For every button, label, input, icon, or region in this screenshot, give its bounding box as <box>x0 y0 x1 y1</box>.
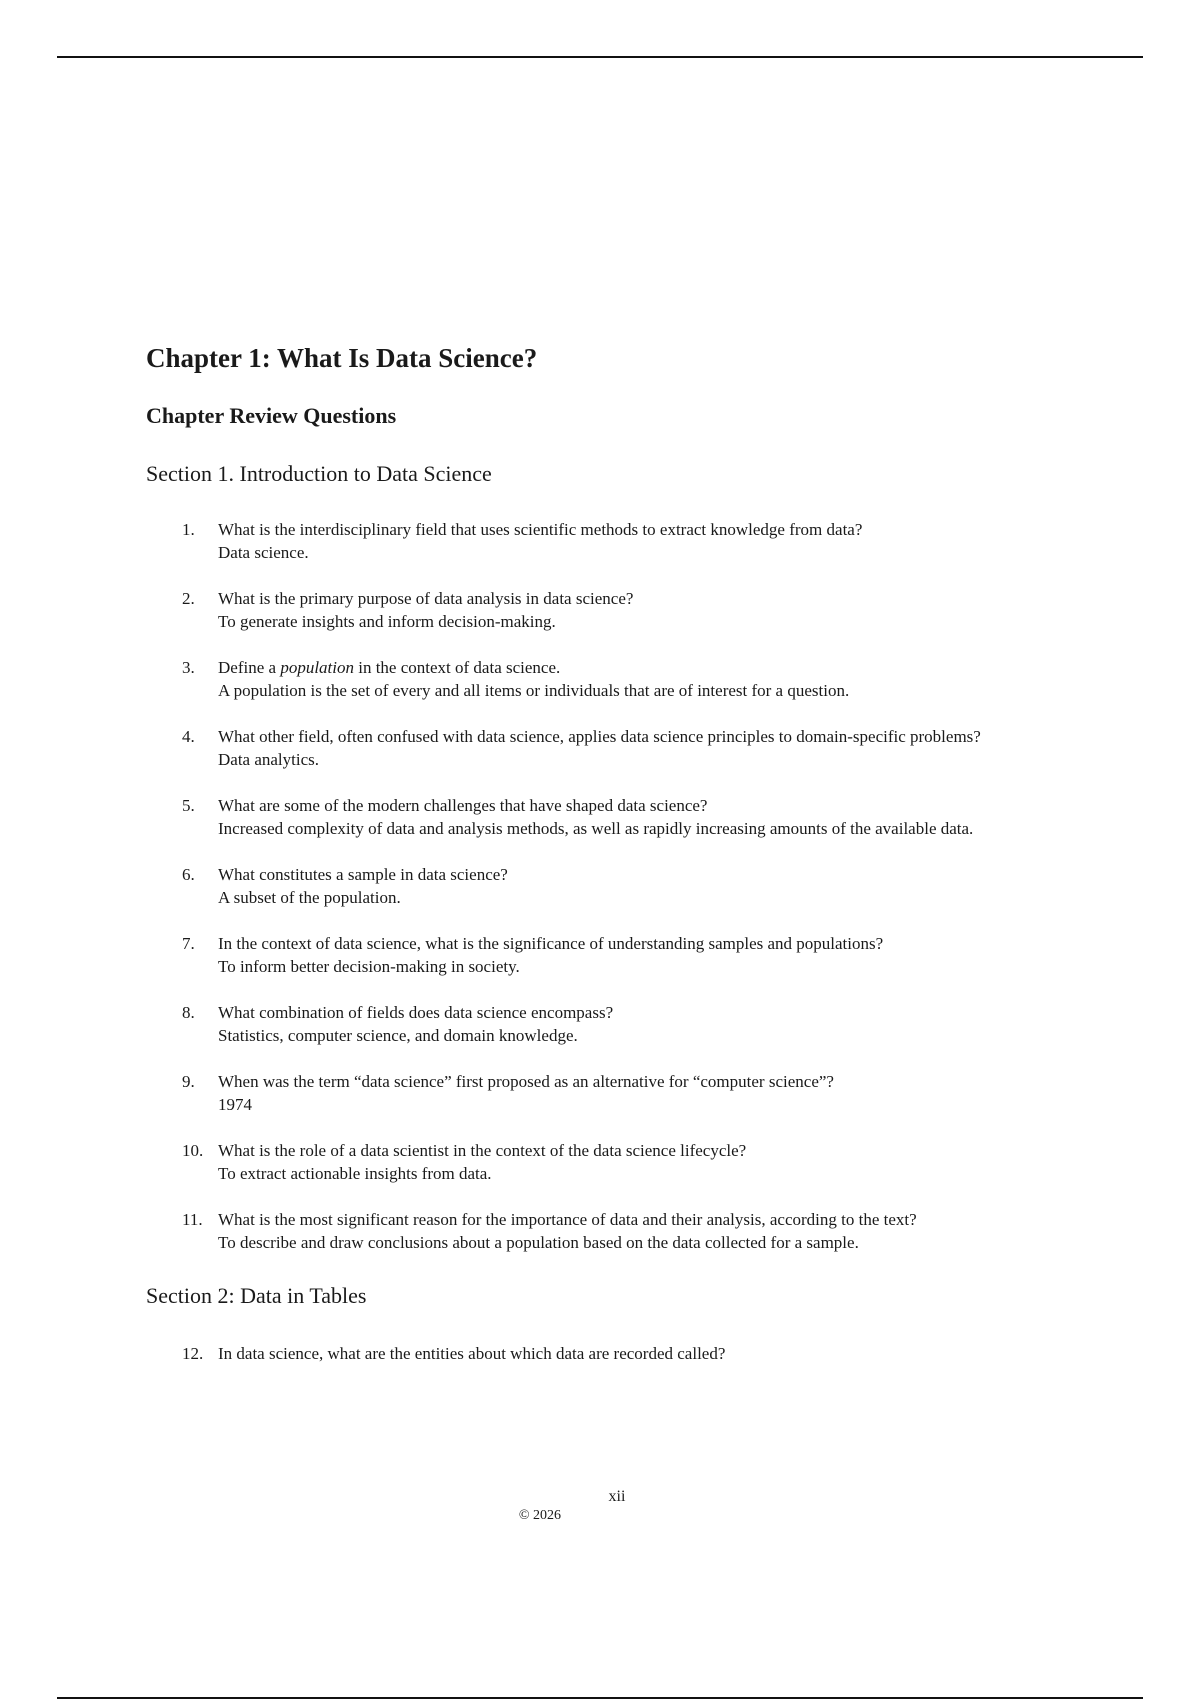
question-number: 1. <box>182 520 195 539</box>
question-text: What are some of the modern challenges that have shaped data science? <box>218 796 708 815</box>
question-item <box>146 863 1086 909</box>
question-number: 5. <box>182 796 195 815</box>
question-number: 3. <box>182 658 195 677</box>
answer-text: To extract actionable insights from data. <box>218 1164 492 1183</box>
question-number: 12. <box>182 1344 204 1363</box>
question-item <box>146 725 1086 771</box>
answer-text: 1974 <box>218 1095 252 1114</box>
bottom-rule <box>57 1697 1143 1699</box>
question-item <box>146 794 1086 840</box>
question-text <box>218 656 1086 679</box>
question-number: 2. <box>182 589 195 608</box>
question-item <box>146 518 1086 564</box>
question-item <box>146 1139 1086 1185</box>
answer-text: Data analytics. <box>218 750 320 769</box>
question-text: What constitutes a sample in data science? <box>218 865 508 884</box>
question-list <box>146 1342 1086 1365</box>
section-heading: Section 2: Data in Tables <box>146 1283 367 1308</box>
question-text-start: Define a <box>218 658 281 677</box>
question-text-end: in the context of data science. <box>353 658 561 677</box>
question-text: What combination of fields does data science encompass? <box>218 1003 614 1022</box>
question-emphasis: population <box>280 658 354 677</box>
question-item <box>146 932 1086 978</box>
page-content <box>146 338 1086 1365</box>
answer-text: A population is the set of every and all items or individuals that are of interest for a question. <box>218 681 850 700</box>
question-number: 8. <box>182 1003 195 1022</box>
question-text: What is the role of a data scientist in the context of the data science lifecycle? <box>218 1141 747 1160</box>
question-item <box>146 1208 1086 1254</box>
question-number: 9. <box>182 1072 195 1091</box>
question-text: In data science, what are the entities about which data are recorded called? <box>218 1344 726 1363</box>
question-text: What is the most significant reason for the importance of data and their analysis, according to the text? <box>218 1210 917 1229</box>
question-text: In the context of data science, what is the significance of understanding samples and populations? <box>218 934 884 953</box>
answer-text: To describe and draw conclusions about a population based on the data collected for a sample. <box>218 1233 859 1252</box>
question-item <box>146 1070 1086 1116</box>
question-text: What other field, often confused with data science, applies data science principles to domain-specific problems? <box>218 727 981 746</box>
question-list <box>146 518 1086 1254</box>
question-item <box>146 656 1086 702</box>
review-heading: Chapter Review Questions <box>146 403 397 428</box>
question-number: 7. <box>182 934 195 953</box>
question-number: 11. <box>182 1210 203 1229</box>
question-number: 4. <box>182 727 195 746</box>
question-number: 6. <box>182 865 195 884</box>
answer-text: Statistics, computer science, and domain knowledge. <box>218 1026 578 1045</box>
question-item <box>146 587 1086 633</box>
question-number: 10. <box>182 1141 204 1160</box>
top-rule <box>57 56 1143 58</box>
section-heading: Section 1. Introduction to Data Science <box>146 461 492 486</box>
answer-text: A subset of the population. <box>218 888 401 907</box>
answer-text: Increased complexity of data and analysis methods, as well as rapidly increasing amounts of the available data. <box>218 819 974 838</box>
question-text: When was the term “data science” first proposed as an alternative for “computer science”? <box>218 1072 834 1091</box>
answer-text: Data science. <box>218 543 309 562</box>
question-item <box>146 1001 1086 1047</box>
page-number: xii <box>608 1488 626 1505</box>
question-text: What is the interdisciplinary field that uses scientific methods to extract knowledge from data? <box>218 520 863 539</box>
chapter-title: Chapter 1: What Is Data Science? <box>146 343 538 373</box>
copyright-notice: © 2026 <box>518 1508 562 1523</box>
answer-text: To inform better decision-making in society. <box>218 957 520 976</box>
answer-text: To generate insights and inform decision-making. <box>218 612 556 631</box>
question-text: What is the primary purpose of data analysis in data science? <box>218 589 634 608</box>
question-item <box>146 1342 1086 1365</box>
